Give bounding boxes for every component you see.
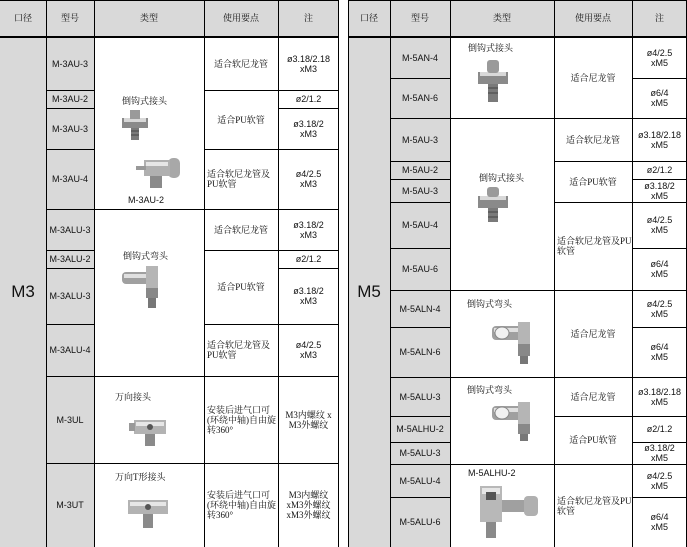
model-cell: M-3AU-3 [46, 108, 94, 149]
header-usage: 使用要点 [204, 0, 278, 36]
right-spec-table [348, 0, 687, 547]
type-label: 倒钩式弯头 [467, 299, 513, 309]
note-cell: ø4/2.5 xM5 [646, 470, 673, 491]
note-cell: ø6/4 xM5 [650, 259, 669, 279]
model-cell: M-5ALU-4 [390, 464, 450, 497]
model-cell: M-3AU-4 [46, 149, 94, 209]
note-cell: ø2/1.2 [646, 424, 673, 434]
usage-cell: 适合软尼龙管 [213, 224, 268, 235]
usage-cell: 适合软尼龙管 [565, 134, 620, 145]
note-cell: ø3.18/2 xM5 [644, 180, 675, 201]
model-cell: M-5AU-3 [390, 179, 450, 202]
tee-fitting-image [124, 488, 174, 532]
left-spec-table [0, 0, 339, 547]
straight-barb-fitting-image [472, 186, 516, 226]
usage-cell: 适合PU软管 [569, 435, 617, 445]
header-model: 型号 [46, 0, 94, 36]
header-usage: 使用要点 [554, 0, 632, 36]
note-cell: ø2/1.2 [295, 254, 322, 264]
caliber-m5: M5 [348, 37, 390, 547]
note-cell: ø3.18/2 xM3 [293, 219, 324, 240]
note-cell: ø2/1.2 [295, 94, 322, 104]
usage-cell: 适合软尼龙管 [213, 58, 268, 69]
model-cell: M-5ALU-3 [390, 442, 450, 464]
model-cell: M-5ALN-4 [390, 290, 450, 327]
note-cell: ø6/4 xM5 [650, 512, 669, 532]
note-cell: ø3.18/2 xM5 [644, 443, 675, 463]
usage-cell: 适合PU软管 [217, 282, 265, 292]
model-cell: M-5AN-6 [390, 78, 450, 118]
model-cell: M-5AU-3 [390, 118, 450, 161]
model-cell: M-3UT [46, 463, 94, 547]
note-cell: ø3.18/2 xM3 [293, 118, 324, 139]
usage-cell: 适合PU软管 [217, 114, 265, 125]
usage-cell: 适合PU软管 [569, 176, 617, 187]
usage-cell: 安装后进气口可(环绕中轴)自由旋转360° [207, 404, 276, 435]
note-cell: ø3.18/2 xM3 [293, 286, 324, 306]
type-label: 万向接头 [115, 392, 152, 402]
note-cell: M3内螺纹 xM3外螺纹 xM3外螺纹 [286, 490, 331, 520]
model-cell: M-5AU-2 [390, 161, 450, 179]
header-type: 类型 [94, 0, 204, 36]
note-cell: ø6/4 xM5 [650, 342, 669, 362]
elbow-fitting-image [118, 262, 162, 310]
header-type: 类型 [450, 0, 554, 36]
model-cell: M-5ALN-6 [390, 327, 450, 377]
type-caption: M-3AU-2 [128, 195, 165, 205]
note-cell: ø3.18/2.18 xM5 [637, 129, 682, 150]
header-note: 注 [278, 0, 339, 36]
model-cell: M-3ALU-3 [46, 268, 94, 324]
type-label: 万向T形接头 [115, 472, 166, 482]
universal-fitting-image [128, 410, 174, 450]
model-cell: M-3AU-3 [46, 37, 94, 90]
note-cell: ø3.18/2.18 xM5 [637, 386, 682, 407]
type-label: 倒钩式接头 [479, 173, 525, 183]
model-cell: M-3ALU-2 [46, 250, 94, 268]
usage-cell: 适合尼龙管 [570, 72, 616, 83]
model-cell: M-5AU-4 [390, 202, 450, 248]
header-caliber: 口径 [0, 0, 46, 36]
elbow-fitting-image [490, 398, 534, 442]
note-cell: M3内螺纹 x M3外螺纹 [285, 409, 332, 430]
usage-cell: 适合软尼龙管及PU软管 [557, 495, 632, 516]
note-cell: ø4/2.5 xM3 [295, 169, 322, 189]
hex-elbow-fitting-image [472, 480, 548, 542]
usage-cell: 适合尼龙管 [570, 328, 616, 339]
straight-barb-fitting-image [116, 108, 156, 142]
note-cell: ø3.18/2.18 xM3 [286, 53, 331, 74]
note-cell: ø6/4 xM5 [650, 88, 669, 108]
type-label: 倒钩式接头 [122, 96, 168, 106]
header-model: 型号 [390, 0, 450, 36]
note-cell: ø4/2.5 xM5 [646, 215, 673, 235]
model-cell: M-5ALHU-2 [390, 416, 450, 442]
model-cell: M-3ALU-4 [46, 324, 94, 376]
usage-cell: 安装后进气口可(环绕中轴)自由旋转360° [207, 490, 276, 520]
elbow-fitting-image [490, 316, 534, 366]
type-caption: M-5ALHU-2 [468, 468, 516, 478]
model-cell: M-5AN-4 [390, 37, 450, 78]
model-cell: M-5ALU-6 [390, 497, 450, 547]
model-cell: M-3ALU-3 [46, 209, 94, 250]
note-cell: ø4/2.5 xM5 [646, 47, 673, 68]
type-label: 倒钩式弯头 [467, 385, 513, 395]
note-cell: ø4/2.5 xM3 [295, 340, 322, 360]
straight-barb-fitting-image [120, 152, 184, 192]
model-cell: M-5ALU-3 [390, 377, 450, 416]
straight-barb-fitting-image [472, 58, 516, 106]
note-cell: ø2/1.2 [646, 165, 673, 175]
usage-cell: 适合尼龙管 [570, 391, 616, 402]
model-cell: M-3UL [46, 376, 94, 463]
usage-cell: 适合软尼龙管及PU软管 [557, 236, 632, 256]
header-caliber: 口径 [348, 0, 390, 36]
model-cell: M-3AU-2 [46, 90, 94, 108]
type-label: 倒钩式弯头 [123, 251, 169, 261]
caliber-m3: M3 [0, 37, 46, 547]
header-note: 注 [632, 0, 687, 36]
usage-cell: 适合软尼龙管及PU软管 [207, 340, 271, 360]
model-cell: M-5AU-6 [390, 248, 450, 290]
usage-cell: 适合软尼龙管及PU软管 [207, 169, 271, 189]
note-cell: ø4/2.5 xM5 [646, 298, 673, 319]
type-label: 倒钩式接头 [468, 43, 514, 53]
